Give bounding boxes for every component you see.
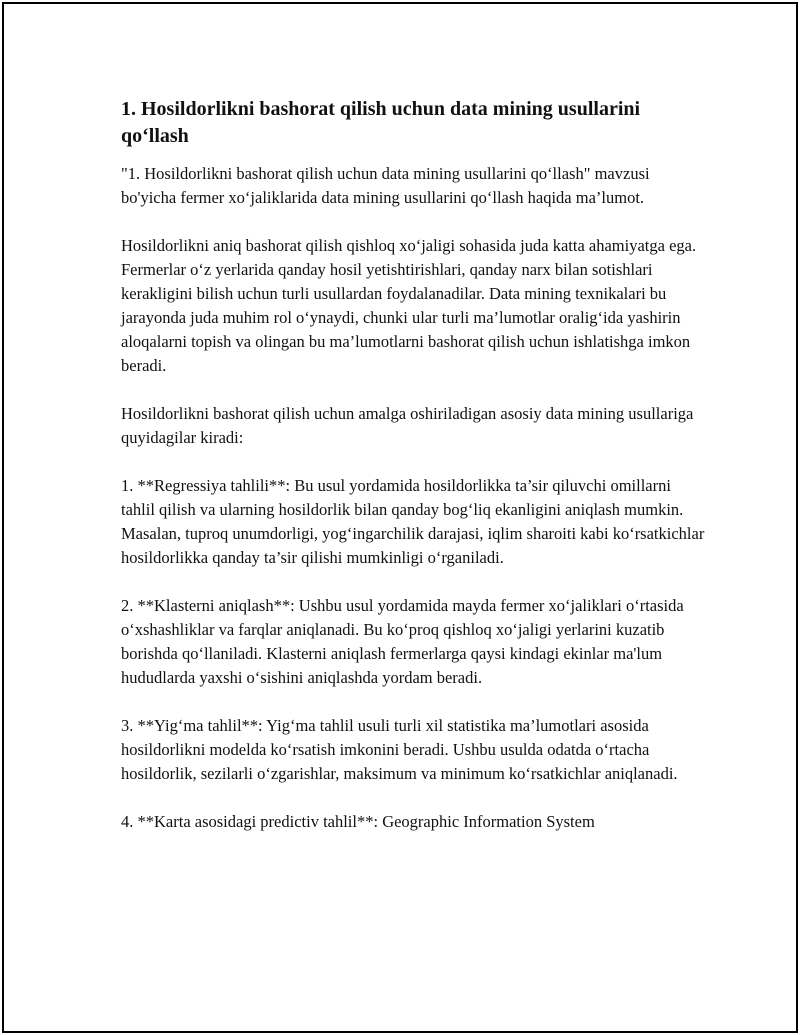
methods-intro-paragraph: Hosildorlikni bashorat qilish uchun amalga oshiriladigan asosiy data mining usullariga quyidagilar kiradi: bbox=[121, 404, 694, 447]
document-body bbox=[121, 96, 706, 858]
document-heading: 1. Hosildorlikni bashorat qilish uchun data mining usullarini qo‘llash bbox=[121, 98, 641, 147]
intro-paragraph: "1. Hosildorlikni bashorat qilish uchun data mining usullarini qo‘llash" mavzusi bo'yicha fermer xo‘jaliklarida data mining usullarini qo‘llash haqida ma’lumot. bbox=[121, 164, 650, 207]
list-item-clustering: 2. **Klasterni aniqlash**: Ushbu usul yordamida mayda fermer xo‘jaliklari o‘rtasida o‘xshashliklar va farqlar aniqlanadi. Bu ko‘proq qishloq xo‘jaligi yerlarini kuzatib borishda qo‘llaniladi. Klasterni aniqlash fermerlarga qaysi kindagi ekinlar ma'lum hududlarda yaxshi o‘sishini aniqlashda yordam beradi. bbox=[121, 596, 684, 687]
list-item-regression: 1. **Regressiya tahlili**: Bu usul yordamida hosildorlikka ta’sir qiluvchi omillarni tahlil qilish va ularning hosildorlik bilan qanday bog‘liq ekanligini aniqlash mumkin. Masalan, tuproq unumdorligi, yog‘ingarchilik darajasi, iqlim sharoiti kabi ko‘rsatkichlar hosildorlikka qanday ta’sir qilishi mumkinligi o‘rganiladi. bbox=[121, 476, 705, 567]
page-frame bbox=[2, 2, 798, 1033]
list-item-map-predictive: 4. **Karta asosidagi predictiv tahlil**: Geographic Information System bbox=[121, 812, 595, 831]
list-item-aggregate-analysis: 3. **Yig‘ma tahlil**: Yig‘ma tahlil usuli turli xil statistika ma’lumotlari asosida hosildorlikni modelda ko‘rsatish imkonini beradi. Ushbu usulda odatda o‘rtacha hosildorlik, sezilarli o‘zgarishlar, maksimum va minimum ko‘rsatkichlar aniqlanadi. bbox=[121, 716, 678, 783]
importance-paragraph: Hosildorlikni aniq bashorat qilish qishloq xo‘jaligi sohasida juda katta ahamiyatga ega. Fermerlar o‘z yerlarida qanday hosil yetishtirishlari, qanday narx bilan sotishlari kerakligini bilish uchun turli usullardan foydalanadilar. Data mining texnikalari bu jarayonda juda muhim rol o‘ynaydi, chunki ular turli ma’lumotlar oralig‘ida yashirin aloqalarni topish va olingan bu ma’lumotlarni bashorat qilish uchun ishlatishga imkon beradi. bbox=[121, 236, 697, 375]
